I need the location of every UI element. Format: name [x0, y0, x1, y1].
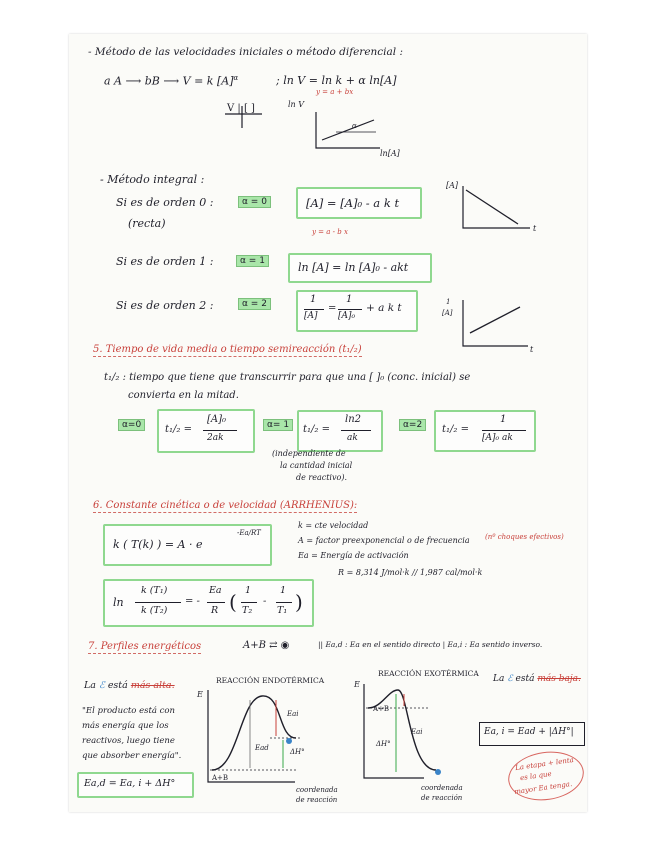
halflife1-num: ln2: [345, 414, 362, 425]
log-rate-equation: ; ln V = ln k + α ln[A]: [276, 74, 397, 87]
graph2-y-den: [A]: [442, 309, 453, 317]
halflife-def-line1: t₁/₂ : tiempo que tiene que transcurrir para que una [ ]₀ (conc. inicial) se: [104, 372, 471, 383]
linear-mapping-note: y = a + bx: [316, 88, 354, 96]
graph1-y-label: [A]: [446, 181, 459, 190]
endo-note-a: La: [84, 680, 96, 691]
arrhenius-eq: k ( T(k) ) = A · e: [113, 538, 203, 551]
ln-ratio-f2-den: T₁: [277, 605, 288, 616]
graph-ln-a-label: ln[A]: [380, 149, 400, 158]
order2-tag: α = 2: [238, 298, 271, 310]
halflife1-lhs: t₁/₂ =: [303, 424, 330, 435]
halflife1-note-l3: de reactivo).: [296, 473, 347, 482]
endo-axis-e: E: [197, 690, 203, 699]
rate-table-header: V | [ ]: [227, 103, 255, 114]
endo-note-b: está: [107, 680, 128, 691]
gas-constant: R = 8,314 J/mol·k // 1,987 cal/mol·k: [338, 568, 483, 577]
endo-note-c: más alta.: [130, 680, 175, 691]
halflife0-lhs: t₁/₂ =: [165, 424, 192, 435]
energy-symbol-right: ℰ: [507, 674, 513, 684]
halflife1-note-l1: (independiente de: [272, 449, 346, 458]
quote-line4: que absorber energía".: [82, 751, 182, 761]
halflife2-num: 1: [500, 414, 507, 425]
endo-axis-x-l1: coordenada: [296, 786, 338, 794]
ea-definition: Ea = Energía de activación: [298, 551, 409, 560]
exo-title: REACCIÓN EXOTÉRMICA: [378, 669, 479, 678]
graph2-x-label: t: [530, 345, 534, 354]
halflife0-den: 2ak: [207, 433, 224, 443]
endo-title: REACCIÓN ENDOTÉRMICA: [216, 676, 325, 685]
endo-lbl-eai: Eai: [287, 710, 299, 718]
k-definition: k = cte velocidad: [298, 521, 369, 530]
endo-axis-x-l2: de reacción: [296, 796, 338, 804]
halflife-tag0: α=0: [118, 419, 145, 431]
section7-reaction: A+B ⇄ ◉: [243, 640, 290, 651]
arrhenius-exponent: -Ea/RT: [237, 529, 261, 537]
halflife1-note-l2: la cantidad inicial: [280, 461, 353, 470]
order2-num2: 1: [346, 294, 353, 305]
graph1-line: [466, 190, 518, 224]
graph-ln-v-label: ln V: [288, 100, 305, 109]
order2-equals: =: [328, 303, 337, 314]
endo-lbl-ab: A+B: [212, 774, 229, 782]
ln-ratio-f1-num: 1: [245, 585, 252, 596]
halflife2-den: [A]₀ ak: [482, 433, 513, 443]
energy-symbol-left: ℰ: [99, 680, 105, 691]
graph2-line: [470, 307, 520, 333]
ln-ratio-den: k (T₂): [141, 605, 168, 616]
a-definition: A = factor preexponencial o de frecuencia: [298, 536, 470, 545]
section7-title-text: 7. Perfiles energéticos: [88, 641, 202, 652]
ln-ratio-ea-den: R: [211, 605, 219, 616]
order0-mapping: y = a - b x: [312, 228, 348, 236]
quote-line1: "El producto está con: [82, 706, 175, 716]
order0-note: (recta): [128, 217, 166, 230]
rate-order-exponent: α: [233, 74, 239, 82]
metodo-integral-title: - Método integral :: [100, 173, 205, 186]
ln-ratio-minus: -: [263, 596, 267, 607]
eai-equation: Ea, i = Ead + |ΔH°|: [484, 727, 574, 737]
slow-step-l2: es la que: [519, 769, 553, 783]
order2-den2: [A]₀: [338, 311, 356, 321]
reaction-rate-law-text: a A ⟶ bB ⟶ V = k [A]: [104, 74, 234, 88]
halflife-tag1: α= 1: [263, 419, 293, 431]
exo-lbl-eai: Eai: [411, 728, 423, 736]
ln-ratio-paren-close: ): [295, 590, 303, 614]
order2-text: Si es de orden 2 :: [116, 299, 214, 312]
section5-title-text: 5. Tiempo de vida media o tiempo semireacción (t₁/₂): [93, 344, 362, 355]
exo-axis-x-l2: de reacción: [421, 794, 463, 802]
order0-equation: [A] = [A]₀ - a k t: [306, 196, 400, 210]
graph2-axes: [463, 300, 528, 346]
ln-ratio-mid: = -: [185, 596, 200, 607]
halflife-def-line2: convierta en la mitad.: [128, 390, 239, 401]
ln-ratio-lhs: ln: [113, 596, 124, 609]
ln-ratio-ea-num: Ea: [209, 585, 222, 596]
exo-note-b: está: [515, 674, 535, 684]
order0-tag: α = 0: [238, 196, 271, 208]
exo-axis-x-l1: coordenada: [421, 784, 463, 792]
ln-ratio-f2-num: 1: [280, 585, 287, 596]
section6-title-text: 6. Constante cinética o de velocidad (ARRHENIUS):: [93, 500, 358, 511]
metodo-velocidades-title: - Método de las velocidades iniciales o método diferencial :: [88, 46, 404, 58]
quote-line3: reactivos, luego tiene: [82, 736, 175, 746]
exo-curve: [368, 690, 436, 770]
exo-axes: [364, 684, 424, 778]
endo-lbl-ead: Ead: [255, 744, 269, 752]
order2-den1: [A]: [304, 311, 318, 321]
ln-ratio-f1-den: T₂: [242, 605, 253, 616]
quote-line2: más energía que los: [82, 721, 169, 731]
halflife-tag2: α=2: [399, 419, 426, 431]
exo-product-marker: [435, 769, 441, 775]
graph2-y-num: 1: [446, 298, 451, 306]
endo-lbl-dh: ΔH°: [290, 748, 305, 756]
lnv-line: [322, 120, 374, 140]
exo-axis-e: E: [354, 680, 360, 689]
a-note: (nº choques efectivos): [485, 533, 564, 541]
halflife0-num: [A]₀: [207, 414, 227, 425]
section7-ea-defs: || Ea,d : Ea en el sentido directo | Ea,i : Ea sentido inverso.: [318, 640, 543, 649]
ln-ratio-num: k (T₁): [141, 585, 168, 596]
ead-equation: Ea,d = Ea, i + ΔH°: [84, 778, 176, 789]
halflife1-den: ak: [347, 433, 358, 443]
slow-step-l1: La etapa + lenta: [514, 755, 575, 773]
order1-equation: ln [A] = ln [A]₀ - akt: [298, 261, 409, 274]
order1-text: Si es de orden 1 :: [116, 255, 214, 268]
endo-product-marker: [286, 738, 292, 744]
graph1-x-label: t: [533, 224, 537, 233]
graph-slope-alpha: α: [352, 122, 357, 130]
ln-ratio-paren-open: (: [229, 590, 237, 614]
order1-tag: α = 1: [236, 255, 269, 267]
order0-text: Si es de orden 0 :: [116, 196, 214, 209]
exo-lbl-ab: A+B: [373, 705, 390, 713]
exo-lbl-dh: ΔH°: [376, 740, 391, 748]
halflife2-lhs: t₁/₂ =: [442, 424, 469, 435]
order2-num1: 1: [310, 294, 317, 305]
slow-step-l3: mayor Ea tenga.: [513, 779, 573, 797]
graph1-axes: [463, 186, 530, 228]
order2-tail: + a k t: [366, 302, 402, 314]
exo-note-c: más baja.: [537, 674, 581, 684]
exo-note-a: La: [493, 674, 505, 684]
